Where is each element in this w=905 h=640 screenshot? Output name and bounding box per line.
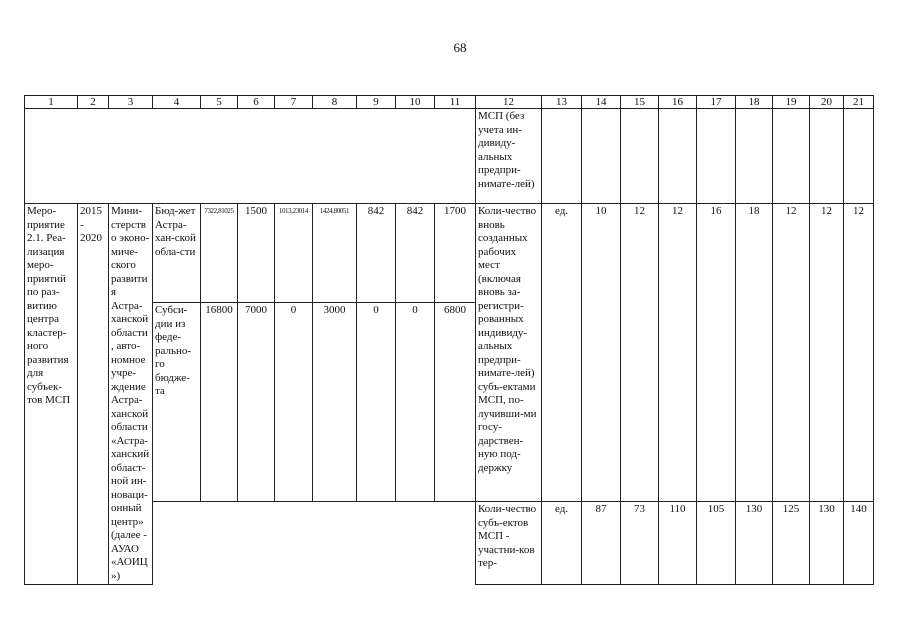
indicator-value-cell: 130 (810, 502, 844, 585)
blank-cell (736, 109, 773, 204)
blank-cell (396, 502, 435, 585)
indicator-value-cell: 16 (697, 204, 736, 502)
col-number: 13 (542, 96, 582, 109)
indicator-value-cell: 10 (582, 204, 621, 502)
funding-year-cell: 7000 (238, 303, 275, 502)
indicator-value-cell: 110 (659, 502, 697, 585)
funding-year-cell: 1500 (238, 204, 275, 303)
funding-year-cell: 0 (357, 303, 396, 502)
indicator-value-cell: 12 (659, 204, 697, 502)
funding-year-cell: 1700 (435, 204, 476, 303)
indicator-name-cell: Коли-чество субъ-ектов МСП - участни-ков тер- (476, 502, 542, 585)
col-number: 17 (697, 96, 736, 109)
col-number: 8 (313, 96, 357, 109)
col-number: 11 (435, 96, 476, 109)
col-number: 20 (810, 96, 844, 109)
col-number: 3 (109, 96, 153, 109)
blank-cell (582, 109, 621, 204)
indicator-value-cell: 12 (621, 204, 659, 502)
col-number: 16 (659, 96, 697, 109)
indicator-value-cell: 105 (697, 502, 736, 585)
blank-cell (275, 502, 313, 585)
blank-cell (357, 502, 396, 585)
blank-cell (810, 109, 844, 204)
indicator-value-cell: 12 (844, 204, 874, 502)
col-number: 10 (396, 96, 435, 109)
blank-cell (621, 109, 659, 204)
col-number: 15 (621, 96, 659, 109)
funding-total-cell: 16800 (201, 303, 238, 502)
col-number: 2 (78, 96, 109, 109)
indicator-value-cell: 12 (810, 204, 844, 502)
indicator-value-cell: 130 (736, 502, 773, 585)
event-executor-cell: Мини-стерство эконо-миче-ского развития Астра-ханской области, авто-номное учре-ждение Астра-ханской области «Астра-ханский област-ной ин-новаци-онный центр» (далее - АУАО «АОИЦ») (109, 204, 153, 585)
indicator-value-cell: 87 (582, 502, 621, 585)
blank-cell (844, 109, 874, 204)
funding-year-cell: 0 (275, 303, 313, 502)
funding-year-cell: 3000 (313, 303, 357, 502)
blank-cell (201, 502, 238, 585)
blank-cell (659, 109, 697, 204)
continuation-row (25, 109, 874, 204)
program-table (24, 95, 874, 585)
indicator-value-cell: 73 (621, 502, 659, 585)
blank-cell (697, 109, 736, 204)
indicator-unit-cell: ед. (542, 204, 582, 502)
funding-total-cell: 7322,81025 (201, 204, 238, 303)
blank-cell (773, 109, 810, 204)
funding-year-cell: 0 (396, 303, 435, 502)
col-number: 18 (736, 96, 773, 109)
col-number: 4 (153, 96, 201, 109)
indicator-name-cell: Коли-чество вновь созданных рабочих мест (включая вновь за-регистри-рованных индивиду-альных предпри-нимате-лей) субъ-ектами МСП, по-лучивши-ми госу-дарствен-ную под-держку (476, 204, 542, 502)
funding-year-cell: 1424,80051 (313, 204, 357, 303)
indicator-row (25, 502, 874, 585)
indicator-value-cell: 12 (773, 204, 810, 502)
blank-cell (542, 109, 582, 204)
funding-year-cell: 1013,23014 (275, 204, 313, 303)
funding-year-cell: 6800 (435, 303, 476, 502)
indicator-value-cell: 125 (773, 502, 810, 585)
funding-source-cell: Субси-дии из феде-рально-го бюдже-та (153, 303, 201, 502)
col-number: 19 (773, 96, 810, 109)
indicator-unit-cell: ед. (542, 502, 582, 585)
funding-row-regional (25, 204, 874, 303)
funding-source-cell: Бюд-жет Астра-хан-ской обла-сти (153, 204, 201, 303)
event-name-cell: Меро-приятие 2.1. Реа-лизация меро-приятий по раз-витию центра кластер-ного развития для субъек-тов МСП (25, 204, 78, 585)
blank-cell (238, 502, 275, 585)
page-number: 68 (453, 40, 467, 55)
funding-year-cell: 842 (357, 204, 396, 303)
col-number: 7 (275, 96, 313, 109)
col-number: 12 (476, 96, 542, 109)
col-number: 1 (25, 96, 78, 109)
col-number: 6 (238, 96, 275, 109)
column-number-row (25, 96, 874, 109)
funding-year-cell: 842 (396, 204, 435, 303)
indicator-value-cell: 140 (844, 502, 874, 585)
blank-cell (435, 502, 476, 585)
col-number: 14 (582, 96, 621, 109)
continuation-indicator-cell: МСП (без учета ин-дивиду-альных предпри-нимате-лей) (476, 109, 542, 204)
continuation-blank-cell (25, 109, 476, 204)
indicator-value-cell: 18 (736, 204, 773, 502)
col-number: 21 (844, 96, 874, 109)
blank-cell (313, 502, 357, 585)
col-number: 5 (201, 96, 238, 109)
event-period-cell: 2015 - 2020 (78, 204, 109, 585)
col-number: 9 (357, 96, 396, 109)
blank-cell (153, 502, 201, 585)
